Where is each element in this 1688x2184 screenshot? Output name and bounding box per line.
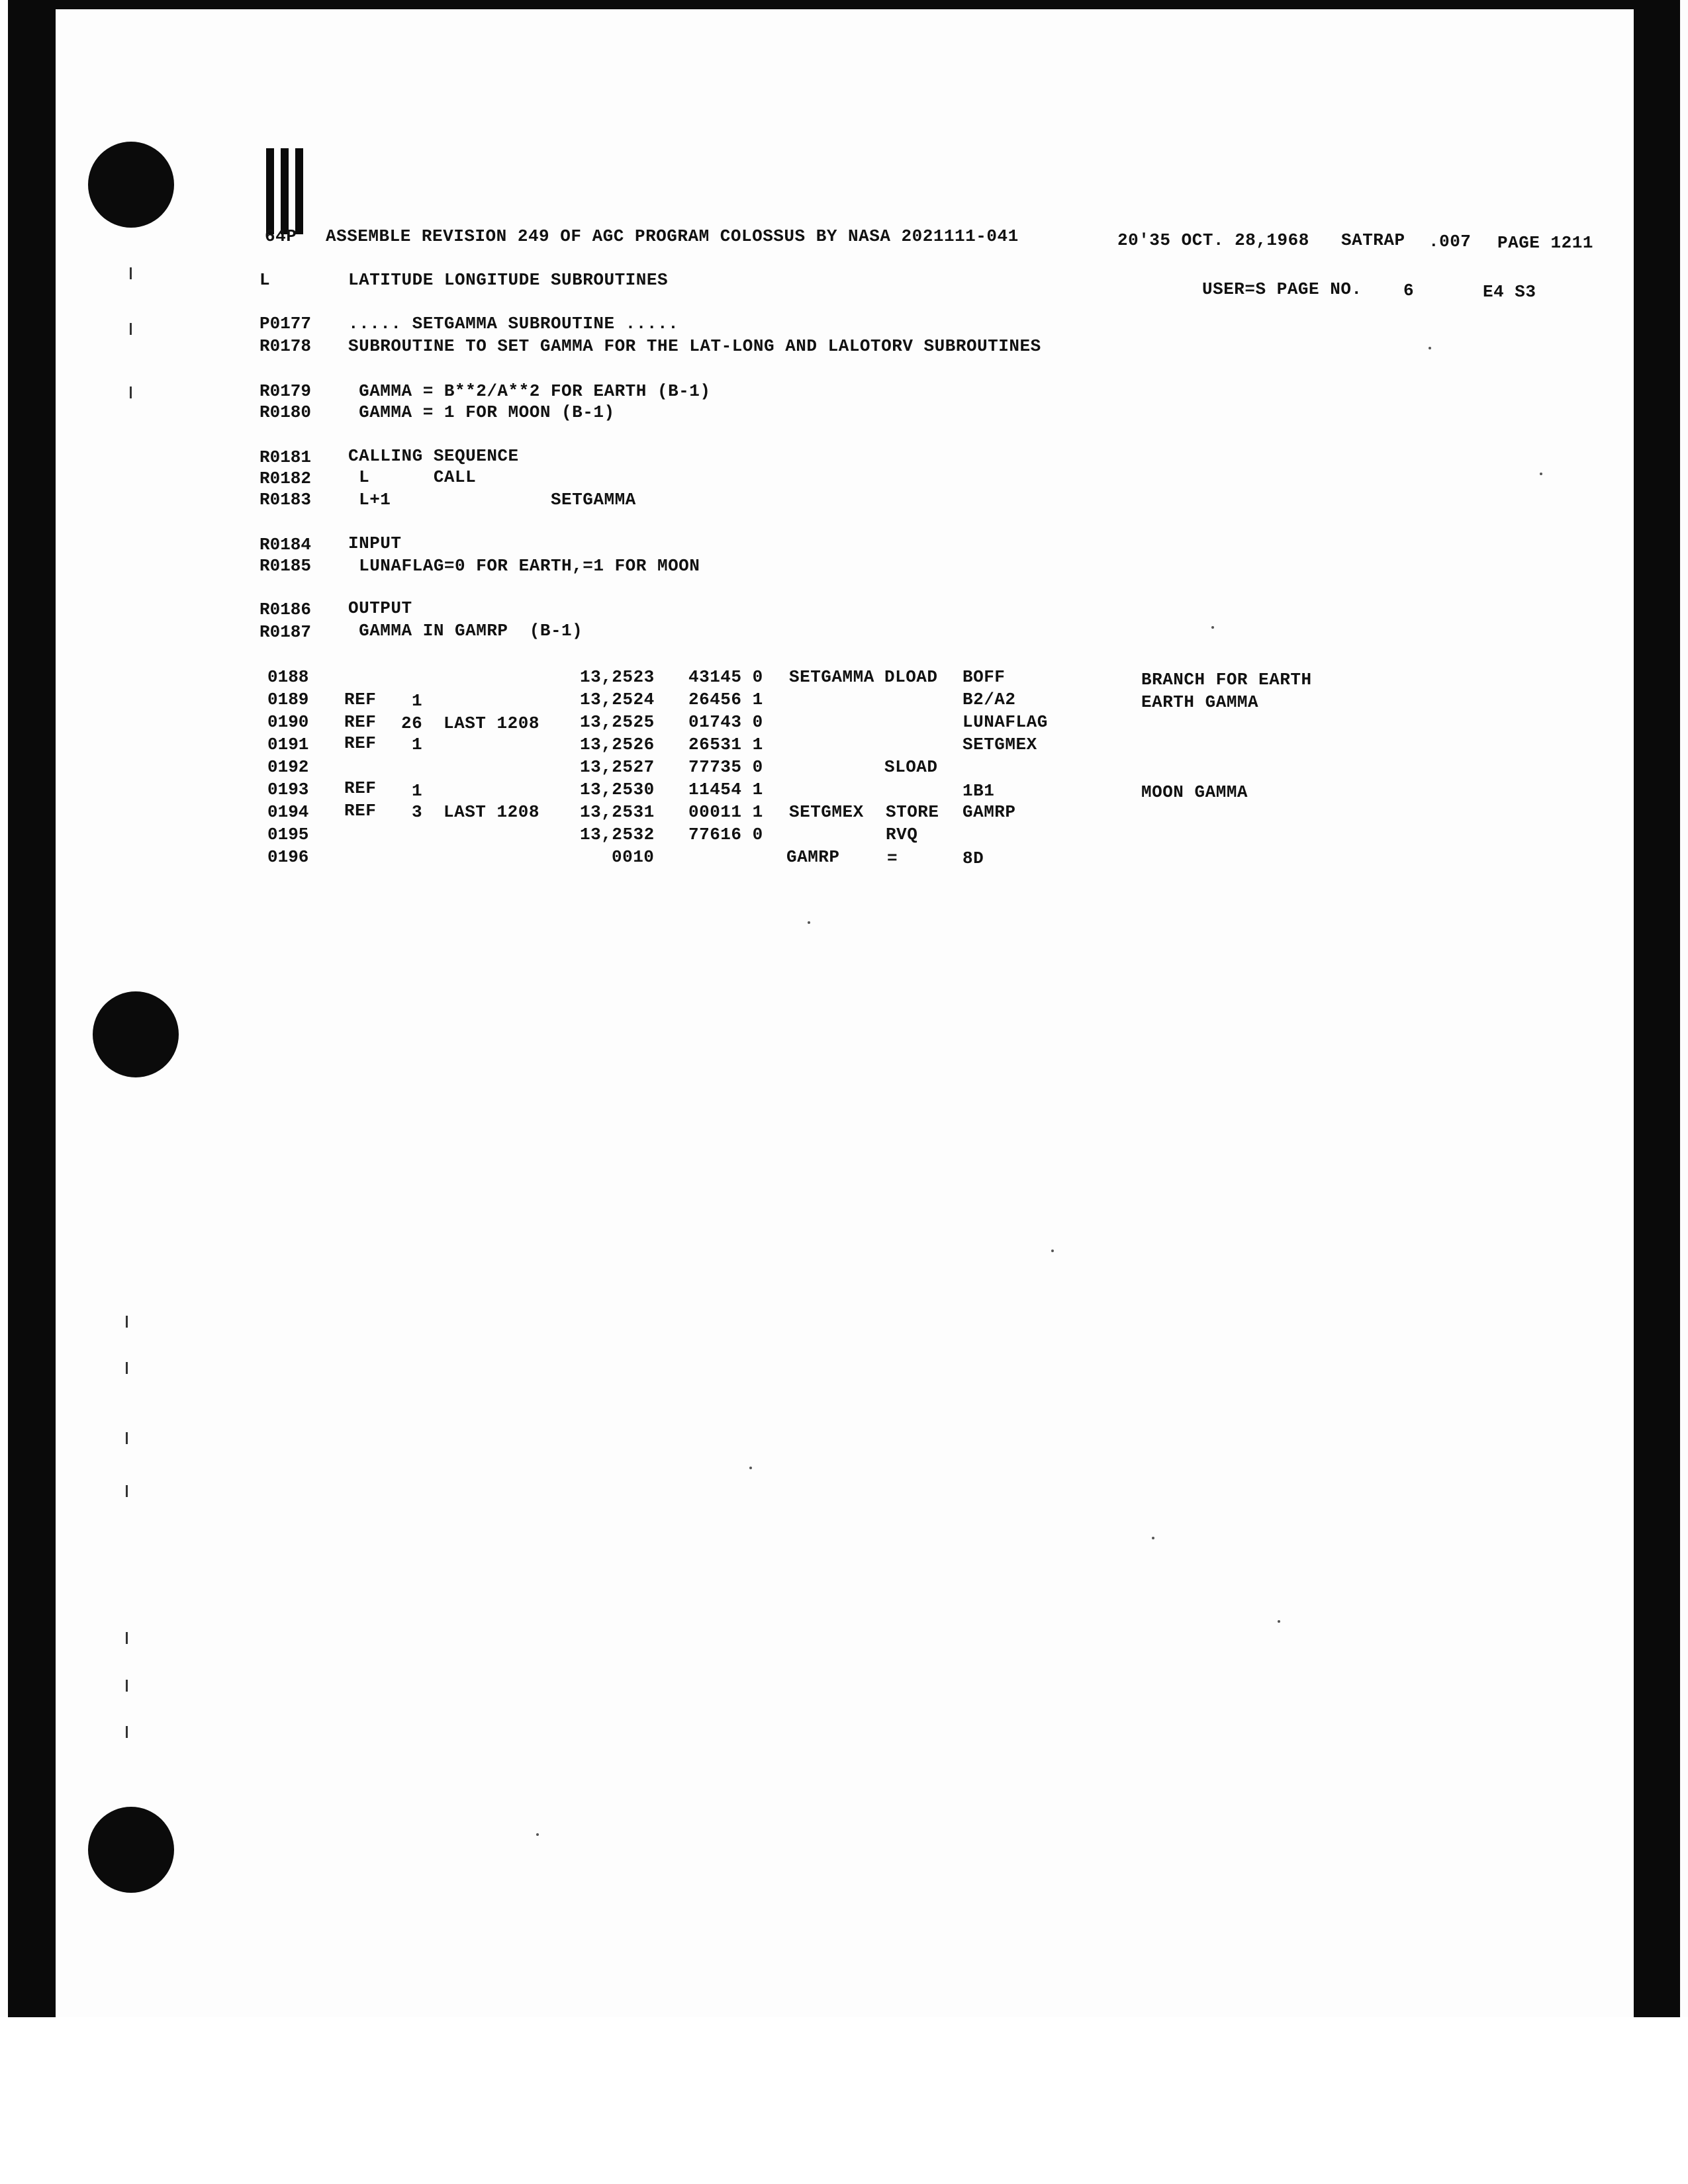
line-number: 0193: [267, 780, 309, 799]
opcode: =: [887, 848, 898, 868]
scan-left-edge: [8, 8, 56, 2017]
section-title: LATITUDE LONGITUDE SUBROUTINES: [348, 270, 669, 290]
margin-tick: [130, 267, 132, 279]
last-ref: LAST 1208: [444, 802, 539, 822]
comment-id: R0180: [259, 402, 312, 422]
comment-text: CALLING SEQUENCE: [348, 446, 519, 466]
line-number: 0194: [267, 802, 309, 822]
ref: REF: [344, 733, 377, 753]
comment-text: GAMMA IN GAMRP (B-1): [348, 621, 583, 641]
scan-speck: [1051, 1250, 1054, 1252]
operand: LUNAFLAG: [962, 712, 1048, 732]
barcode-mark: [266, 148, 308, 234]
margin-tick: [126, 1485, 128, 1497]
label: SETGAMMA: [789, 667, 874, 687]
punch-hole-middle: [93, 991, 179, 1077]
comment-id: R0182: [259, 469, 312, 488]
scan-speck: [808, 921, 810, 924]
line-number: 0196: [267, 847, 309, 867]
label: GAMRP: [786, 847, 840, 867]
ref-count: 26: [401, 713, 423, 733]
address: 13,2523: [580, 667, 655, 687]
ref-count: 1: [412, 781, 423, 801]
line-comment: BRANCH FOR EARTH: [1141, 670, 1312, 690]
header-marker: 64P: [265, 226, 297, 246]
operand: 1B1: [962, 781, 995, 801]
comment-id: R0184: [259, 535, 312, 555]
octal-word: 43145 0: [688, 667, 763, 687]
ref-count: 1: [412, 691, 423, 711]
opcode: RVQ: [886, 825, 918, 844]
comment-id: R0187: [259, 622, 312, 642]
octal-word: 77735 0: [688, 757, 763, 777]
ref: REF: [344, 801, 377, 821]
header-system: SATRAP: [1341, 230, 1405, 250]
opcode: DLOAD: [884, 667, 938, 687]
octal-word: 00011 1: [688, 802, 763, 822]
margin-tick: [126, 1680, 128, 1692]
operand: GAMRP: [962, 802, 1016, 822]
user-page-number: 6: [1403, 281, 1415, 300]
scan-speck: [1540, 473, 1542, 475]
comment-id: R0178: [259, 336, 312, 356]
comment-id: R0181: [259, 447, 312, 467]
comment-text: LUNAFLAG=0 FOR EARTH,=1 FOR MOON: [348, 556, 700, 576]
line-number: 0195: [267, 825, 309, 844]
ref-count: 3: [412, 802, 423, 822]
comment-text: L CALL: [348, 467, 477, 487]
comment-text: INPUT: [348, 533, 402, 553]
comment-text: GAMMA = 1 FOR MOON (B-1): [348, 402, 615, 422]
address: 13,2526: [580, 735, 655, 754]
scan-speck: [536, 1833, 539, 1836]
subheader-col: L: [259, 270, 271, 290]
line-number: 0189: [267, 690, 309, 709]
comment-id: R0183: [259, 490, 312, 510]
line-number: 0190: [267, 712, 309, 732]
line-number: 0192: [267, 757, 309, 777]
octal-word: 77616 0: [688, 825, 763, 844]
scan-speck: [1278, 1620, 1280, 1623]
margin-tick: [126, 1362, 128, 1374]
margin-tick: [130, 323, 132, 335]
octal-word: 26531 1: [688, 735, 763, 754]
comment-text: ..... SETGAMMA SUBROUTINE .....: [348, 314, 679, 334]
address: 13,2527: [580, 757, 655, 777]
octal-word: 11454 1: [688, 780, 763, 799]
address: 13,2532: [580, 825, 655, 844]
punch-hole-top: [88, 142, 174, 228]
scan-right-edge: [1634, 8, 1680, 2017]
line-comment: MOON GAMMA: [1141, 782, 1248, 802]
operand: BOFF: [962, 667, 1006, 687]
header-page: PAGE 1211: [1497, 233, 1593, 253]
ref: REF: [344, 690, 377, 709]
operand: SETGMEX: [962, 735, 1037, 754]
comment-text: SUBROUTINE TO SET GAMMA FOR THE LAT-LONG AND LALOTORV SUBROUTINES: [348, 336, 1041, 356]
operand: 8D: [962, 848, 984, 868]
octal-word: 26456 1: [688, 690, 763, 709]
margin-tick: [126, 1632, 128, 1644]
header-datetime: 20'35 OCT. 28,1968: [1117, 230, 1309, 250]
comment-id: P0177: [259, 314, 312, 334]
comment-text: OUTPUT: [348, 598, 412, 618]
margin-tick: [126, 1432, 128, 1444]
comment-text: GAMMA = B**2/A**2 FOR EARTH (B-1): [348, 381, 711, 401]
line-number: 0191: [267, 735, 309, 754]
ref-count: 1: [412, 735, 423, 754]
ref: REF: [344, 778, 377, 798]
address: 13,2525: [580, 712, 655, 732]
address: 13,2530: [580, 780, 655, 799]
address: 13,2531: [580, 802, 655, 822]
comment-id: R0179: [259, 381, 312, 401]
scan-speck: [1429, 347, 1431, 349]
line-comment: EARTH GAMMA: [1141, 692, 1259, 712]
last-ref: LAST 1208: [444, 713, 539, 733]
address: 0010: [612, 847, 655, 867]
opcode: SLOAD: [884, 757, 938, 777]
punch-hole-bottom: [88, 1807, 174, 1893]
margin-tick: [130, 387, 132, 398]
scan-speck: [749, 1467, 752, 1469]
page-codes: E4 S3: [1483, 282, 1536, 302]
comment-text: L+1 SETGAMMA: [348, 490, 636, 510]
line-number: 0188: [267, 667, 309, 687]
margin-tick: [126, 1726, 128, 1738]
comment-id: R0185: [259, 556, 312, 576]
user-page-label: USER=S PAGE NO.: [1202, 279, 1362, 299]
scan-speck: [1152, 1537, 1154, 1539]
label: SETGMEX: [789, 802, 864, 822]
scan-top-edge: [8, 0, 1680, 9]
ref: REF: [344, 712, 377, 732]
scan-speck: [1211, 626, 1214, 629]
comment-id: R0186: [259, 600, 312, 619]
opcode: STORE: [886, 802, 939, 822]
header-version: .007: [1429, 232, 1472, 251]
address: 13,2524: [580, 690, 655, 709]
octal-word: 01743 0: [688, 712, 763, 732]
operand: B2/A2: [962, 690, 1016, 709]
header-title: ASSEMBLE REVISION 249 OF AGC PROGRAM COLOSSUS BY NASA 2021111-041: [326, 226, 1019, 246]
margin-tick: [126, 1316, 128, 1328]
